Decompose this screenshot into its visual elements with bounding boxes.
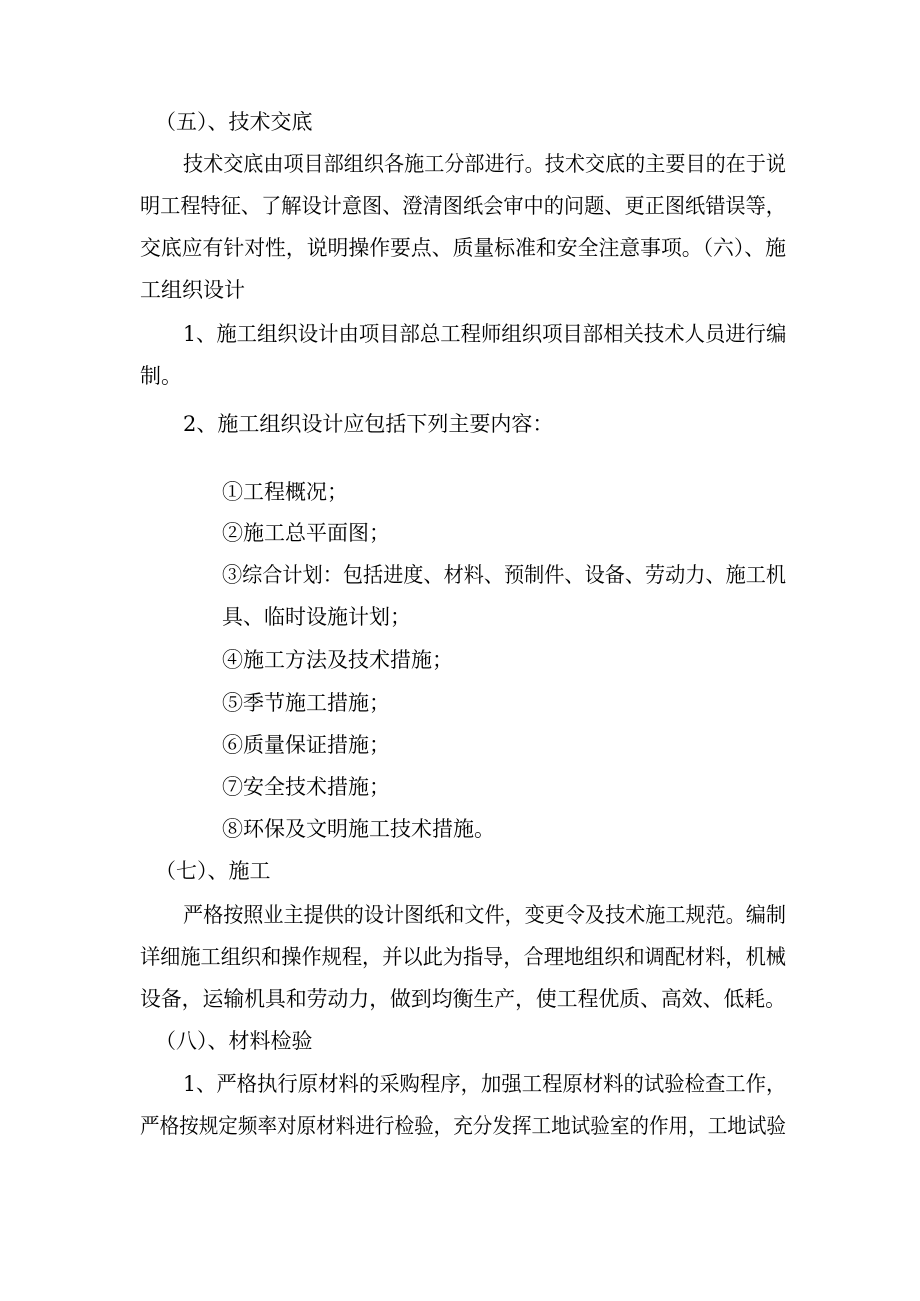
content-item-6: ⑥质量保证措施；	[222, 733, 390, 757]
list-item-1: 1、施工组织设计由项目部总工程师组织项目部相关技术人员进行编	[183, 322, 787, 346]
paragraph-line: 工组织设计	[140, 278, 245, 302]
content-item-5: ⑤季节施工措施；	[222, 691, 390, 715]
content-item-4: ④施工方法及技术措施；	[222, 648, 453, 672]
section-heading-5: （五）、技术交底	[155, 110, 313, 134]
content-item-3: ③综合计划：包括进度、材料、预制件、设备、劳动力、施工机	[222, 563, 787, 587]
content-item-1: ①工程概况；	[222, 480, 348, 504]
paragraph-line: 设备，运输机具和劳动力，做到均衡生产，使工程优质、高效、低耗。	[140, 987, 786, 1011]
section-heading-7: （七）、施工	[155, 859, 271, 883]
content-item-3-continued: 具、临时设施计划；	[222, 605, 411, 629]
content-item-2: ②施工总平面图；	[222, 521, 390, 545]
paragraph-line: 明工程特征、了解设计意图、澄清图纸会审中的问题、更正图纸错误等，	[140, 194, 786, 218]
paragraph-line: 详细施工组织和操作规程，并以此为指导，合理地组织和调配材料，机械	[140, 945, 786, 969]
paragraph-line: 严格按照业主提供的设计图纸和文件，变更令及技术施工规范。编制	[183, 903, 786, 927]
content-item-7: ⑦安全技术措施；	[222, 775, 390, 799]
paragraph-line: 交底应有针对性，说明操作要点、质量标准和安全注意事项。（六）、施	[140, 236, 786, 260]
list-item-1-continued: 制。	[140, 364, 182, 388]
list-item-2: 2、施工组织设计应包括下列主要内容：	[183, 412, 554, 436]
paragraph-line: 严格按规定频率对原材料进行检验，充分发挥工地试验室的作用，工地试验	[140, 1114, 787, 1138]
section-heading-8: （八）、材料检验	[155, 1029, 313, 1053]
paragraph-line: 1、严格执行原材料的采购程序，加强工程原材料的试验检查工作，	[183, 1072, 787, 1096]
content-item-8: ⑧环保及文明施工技术措施。	[222, 817, 495, 841]
paragraph-line: 技术交底由项目部组织各施工分部进行。技术交底的主要目的在于说	[183, 152, 786, 176]
